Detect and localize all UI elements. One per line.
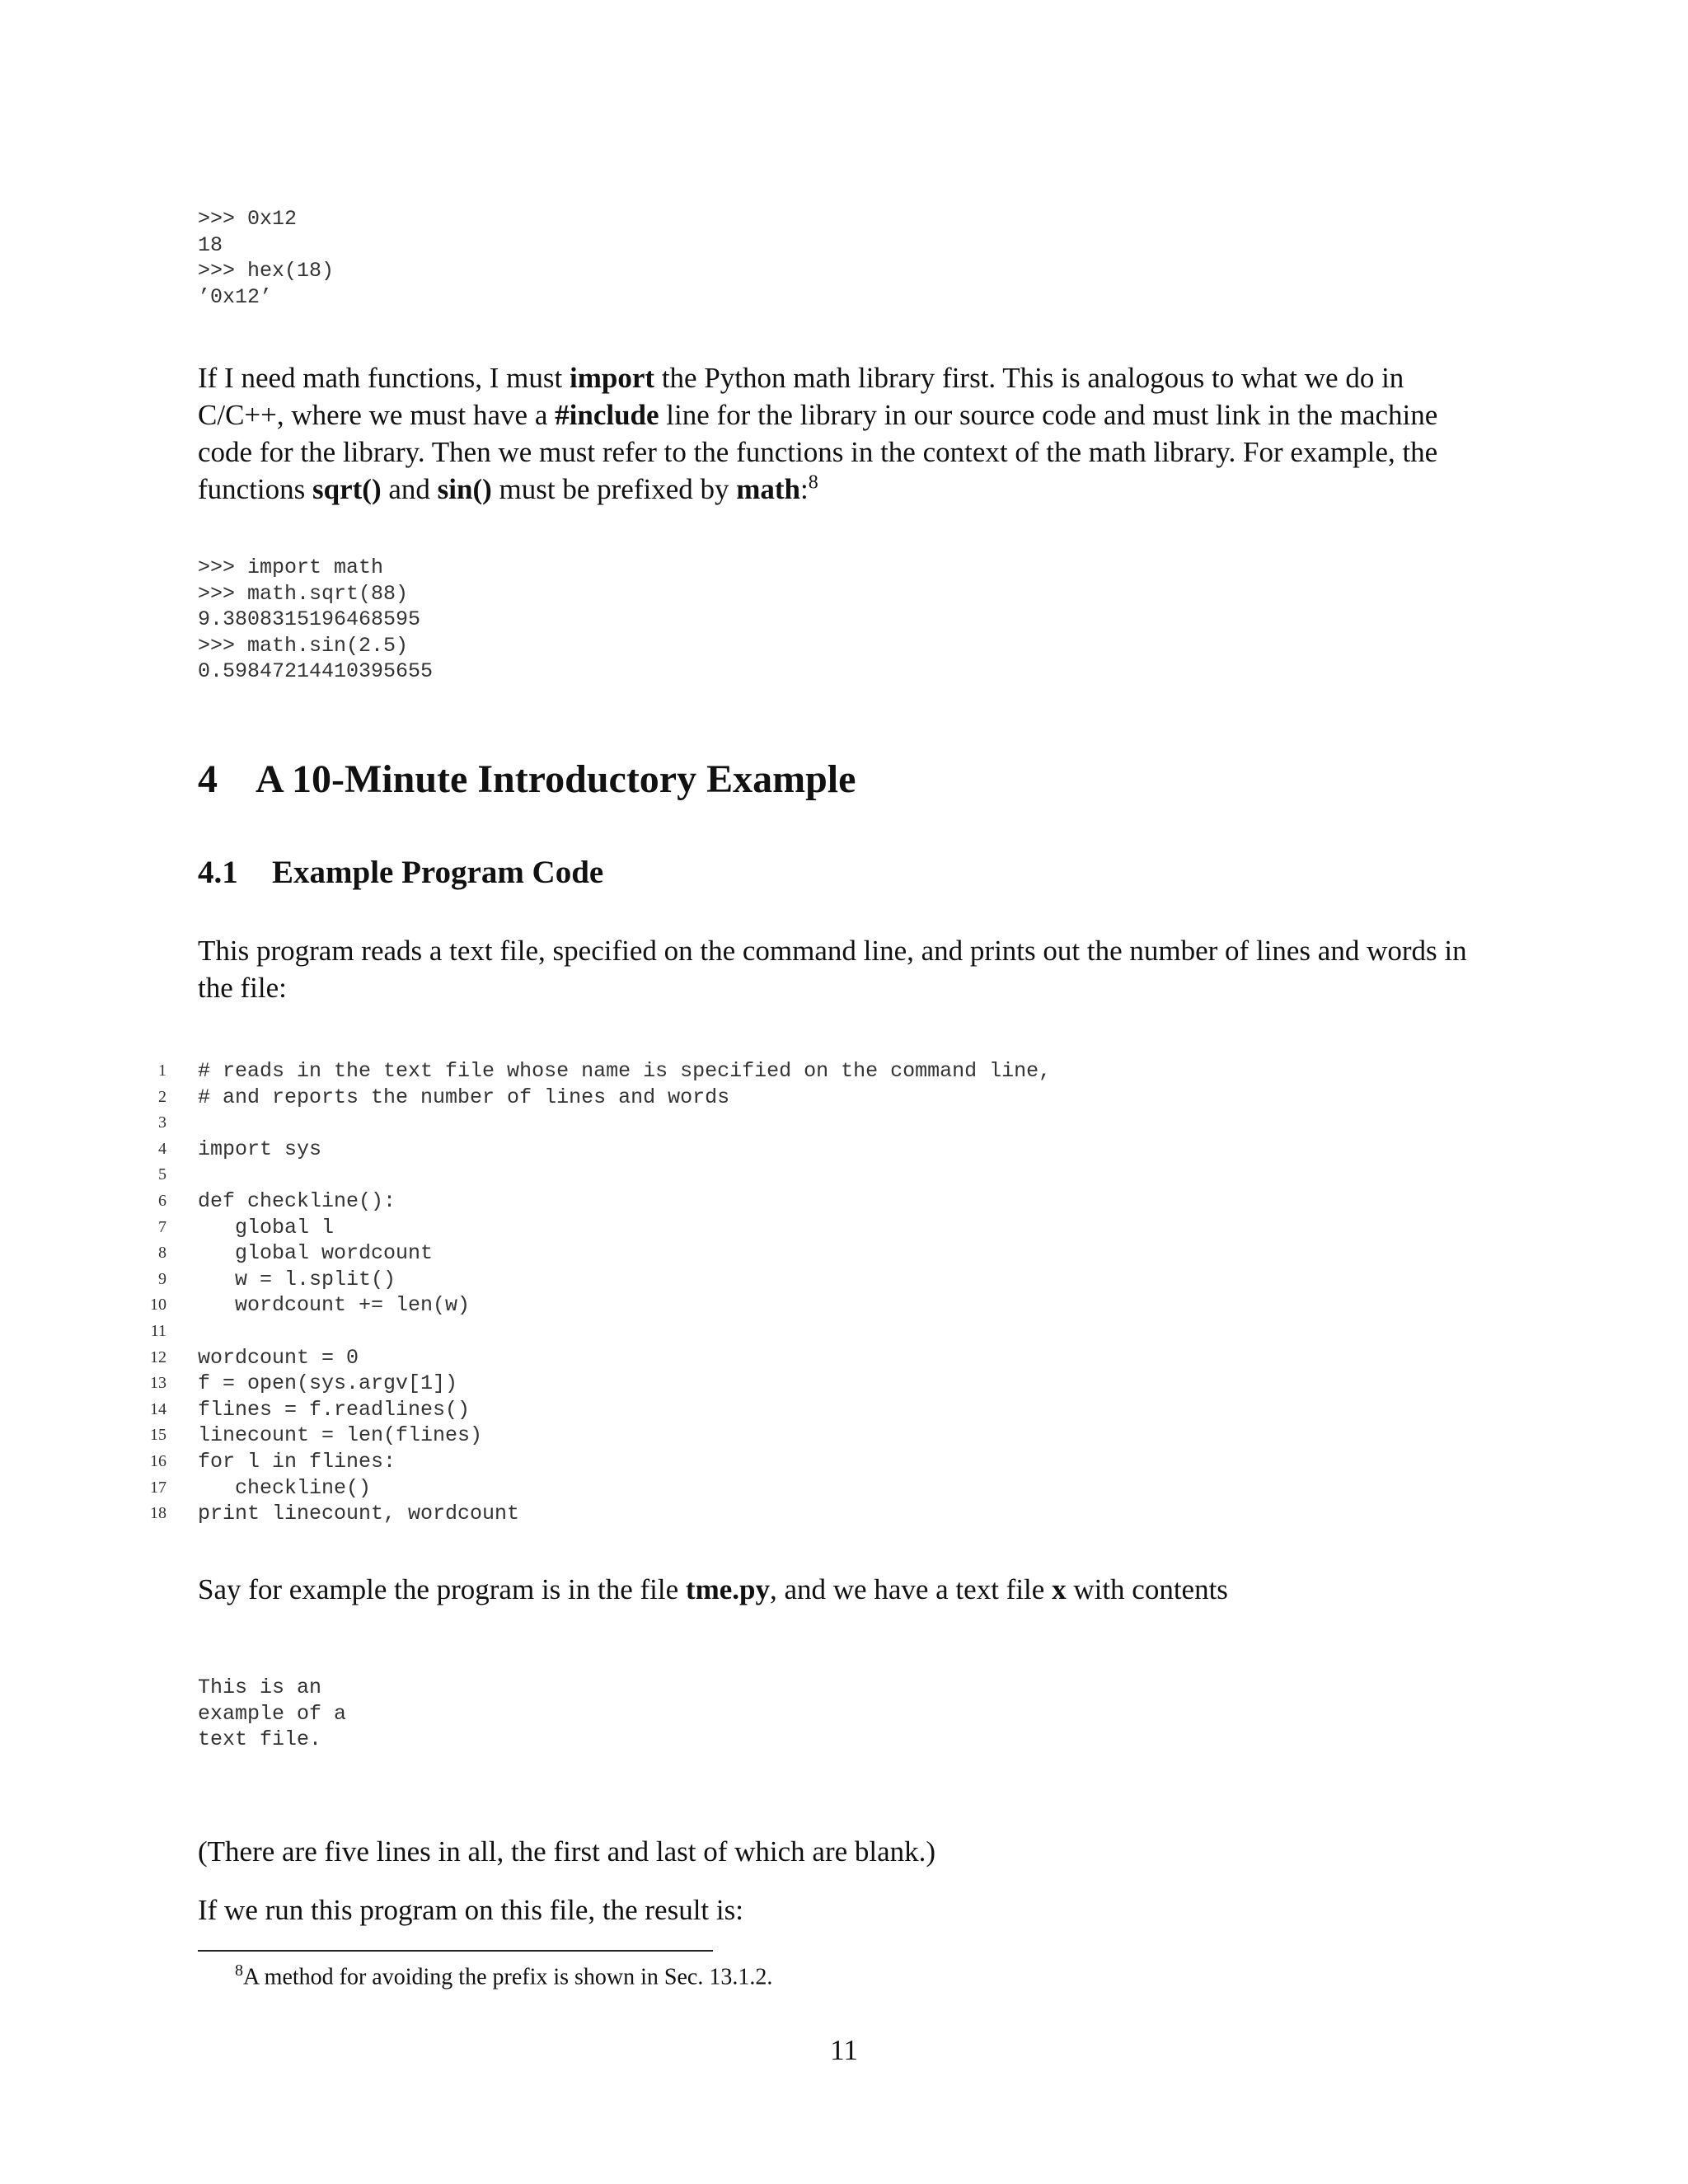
listing-line bbox=[0, 1215, 1688, 1241]
code-line: >>> math.sqrt(88) bbox=[198, 581, 409, 606]
listing-code: import sys bbox=[198, 1137, 322, 1161]
code-line: >>> math.sin(2.5) bbox=[198, 633, 409, 658]
code-line: This is an bbox=[198, 1675, 322, 1699]
listing-code: global wordcount bbox=[198, 1241, 434, 1266]
code-line: ’0x12’ bbox=[198, 284, 273, 309]
paragraph-run-result: If we run this program on this file, the result is: bbox=[198, 1894, 743, 1926]
paragraph-import-math bbox=[198, 359, 1492, 508]
text: the Python math library first. This is analogous to what we do in C/C++, where we must have a bbox=[198, 362, 1404, 431]
bold-term: x bbox=[1052, 1573, 1067, 1605]
listing-line bbox=[0, 1240, 1688, 1267]
listing-code: global l bbox=[198, 1215, 335, 1240]
listing-line bbox=[0, 1085, 1688, 1111]
text: with contents bbox=[1066, 1573, 1228, 1605]
listing-code: w = l.split() bbox=[198, 1267, 396, 1291]
line-number: 11 bbox=[150, 1321, 166, 1340]
listing-code: def checkline(): bbox=[198, 1188, 396, 1213]
bold-term: sin() bbox=[437, 473, 492, 505]
code-line: >>> 0x12 bbox=[198, 207, 298, 231]
repl-example-math bbox=[198, 555, 433, 685]
code-listing bbox=[0, 1058, 1688, 1527]
listing-line bbox=[0, 1501, 1688, 1527]
listing-code: wordcount += len(w) bbox=[198, 1293, 471, 1318]
code-line: >>> hex(18) bbox=[198, 259, 335, 284]
listing-code: print linecount, wordcount bbox=[198, 1502, 520, 1526]
text: and bbox=[381, 473, 438, 505]
footnote-reference[interactable]: 8 bbox=[808, 471, 818, 494]
line-number: 18 bbox=[150, 1504, 166, 1523]
listing-line bbox=[0, 1397, 1688, 1423]
text-file-contents bbox=[198, 1675, 346, 1753]
paragraph-example-file bbox=[198, 1571, 1492, 1608]
bold-term: import bbox=[570, 362, 655, 394]
section-heading bbox=[198, 757, 856, 802]
line-number: 1 bbox=[158, 1062, 166, 1080]
line-number: 12 bbox=[150, 1347, 166, 1366]
listing-line bbox=[0, 1345, 1688, 1371]
listing-code: wordcount = 0 bbox=[198, 1345, 359, 1370]
listing-line bbox=[0, 1449, 1688, 1475]
text: must be prefixed by bbox=[491, 473, 737, 505]
text: , and we have a text file bbox=[769, 1573, 1053, 1605]
footnote-text: A method for avoiding the prefix is shown in Sec. 13.1.2. bbox=[243, 1964, 773, 1990]
line-number: 9 bbox=[158, 1269, 166, 1288]
text: : bbox=[800, 473, 809, 505]
bold-term: sqrt() bbox=[312, 473, 382, 505]
line-number: 4 bbox=[158, 1139, 166, 1158]
listing-line bbox=[0, 1188, 1688, 1215]
code-line: >>> import math bbox=[198, 555, 384, 579]
listing-line bbox=[0, 1292, 1688, 1319]
footnote bbox=[235, 1956, 772, 1992]
line-number: 15 bbox=[150, 1426, 166, 1445]
code-line: 0.59847214410395655 bbox=[198, 659, 434, 684]
line-number: 10 bbox=[150, 1296, 166, 1315]
line-number: 2 bbox=[158, 1087, 166, 1106]
bold-term: math bbox=[736, 473, 801, 505]
listing-code: flines = f.readlines() bbox=[198, 1397, 471, 1422]
text: If I need math functions, I must bbox=[198, 362, 570, 394]
listing-line bbox=[0, 1137, 1688, 1163]
listing-line bbox=[0, 1110, 1688, 1137]
code-line: text file. bbox=[198, 1727, 322, 1752]
listing-line bbox=[0, 1475, 1688, 1502]
text: line for the library in our source code and must link in the machine code for the library. Then we must refer to the functions in the context of the math library. For example, the functions bbox=[198, 399, 1438, 505]
listing-line bbox=[0, 1422, 1688, 1449]
line-number: 17 bbox=[150, 1478, 166, 1497]
listing-line bbox=[0, 1371, 1688, 1397]
listing-code: # reads in the text file whose name is specified on the command line, bbox=[198, 1059, 1052, 1083]
listing-line bbox=[0, 1267, 1688, 1293]
listing-line bbox=[0, 1162, 1688, 1188]
repl-example-hex bbox=[198, 206, 334, 310]
subsection-number: 4.1 bbox=[198, 855, 238, 890]
paragraph-five-lines: (There are five lines in all, the first and last of which are blank.) bbox=[198, 1835, 936, 1868]
line-number: 3 bbox=[158, 1113, 166, 1132]
line-number: 8 bbox=[158, 1244, 166, 1263]
listing-code: checkline() bbox=[198, 1475, 372, 1500]
paragraph-intro: This program reads a text file, specified on the command line, and prints out the number of lines and words in the file: bbox=[198, 935, 1467, 1004]
line-number: 5 bbox=[158, 1165, 166, 1184]
footnote-rule bbox=[198, 1950, 713, 1952]
line-number: 13 bbox=[150, 1374, 166, 1393]
text: Say for example the program is in the file bbox=[198, 1573, 686, 1605]
section-number: 4 bbox=[198, 757, 218, 801]
listing-code: for l in flines: bbox=[198, 1449, 396, 1474]
bold-term: #include bbox=[555, 399, 659, 431]
listing-line bbox=[0, 1319, 1688, 1345]
line-number: 6 bbox=[158, 1191, 166, 1210]
bold-term: tme.py bbox=[685, 1573, 770, 1605]
line-number: 14 bbox=[150, 1399, 166, 1418]
code-line: 9.3808315196468595 bbox=[198, 607, 421, 632]
listing-code: linecount = len(flines) bbox=[198, 1423, 483, 1448]
code-line: 18 bbox=[198, 232, 223, 257]
subsection-heading bbox=[198, 854, 603, 891]
page-number: 11 bbox=[830, 2034, 858, 2066]
footnote-mark: 8 bbox=[235, 1961, 243, 1980]
section-title: A 10-Minute Introductory Example bbox=[256, 757, 856, 801]
listing-code: f = open(sys.argv[1]) bbox=[198, 1371, 458, 1396]
code-line: example of a bbox=[198, 1701, 347, 1726]
listing-line bbox=[0, 1058, 1688, 1085]
line-number: 16 bbox=[150, 1451, 166, 1470]
listing-code: # and reports the number of lines and words bbox=[198, 1085, 730, 1109]
subsection-title: Example Program Code bbox=[272, 855, 604, 890]
line-number: 7 bbox=[158, 1217, 166, 1236]
